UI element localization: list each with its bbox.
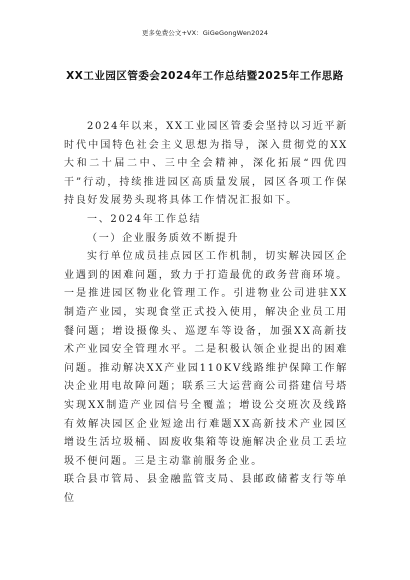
- continuation-line: 联合县市管局、县金融监管支局、县邮政储蓄支行等单位: [64, 474, 348, 504]
- body-paragraph: 实行单位成员挂点园区工作机制，切实解决园区企业遇到的困难问题，致力于打造最优的政务营商环境。一是推进园区物业化管理工作。引进物业公司进驻XX制造产业园，实现食堂正式投入使用，解决企业员工用餐问题；增设摄像头、巡逻车等设备，加强XX高新技术产业园安全管理水平。二是积极认领企业提出的困难问题。推动解决XX产业园110KV线路维护保障工作解决企业用电故障问题；联系三大运营商公司搭建信号塔实现XX制造产业园信号全覆盖；增设公交班次及线路有效解决园区企业短途出行难题XX高新技术产业园区增设生活垃圾桶、固废收集箱等设施解决企业员工丢垃圾不便问题。三是主动靠前服务企业。: [64, 251, 348, 467]
- subsection-heading: （一）企业服务质效不断提升: [87, 232, 240, 244]
- document-title: XX工业园区管委会2024年工作总结暨2025年工作思路: [66, 70, 344, 82]
- intro-paragraph: 2024年以来，XX工业园区管委会坚持以习近平新时代中国特色社会主义思想为指导，深入贯彻党的XX大和二十届二中、三中全会精神，深化拓展“四优四干”行动，持续推进园区高质量发展，园区各项工作保持良好发展势头现将具体工作情况汇报如下。: [64, 121, 348, 207]
- section-heading: 一、2024年工作总结: [87, 213, 202, 225]
- document-body: [64, 118, 348, 508]
- header-note: 更多免费公文+VX：GiGeGongWen2024: [141, 29, 269, 37]
